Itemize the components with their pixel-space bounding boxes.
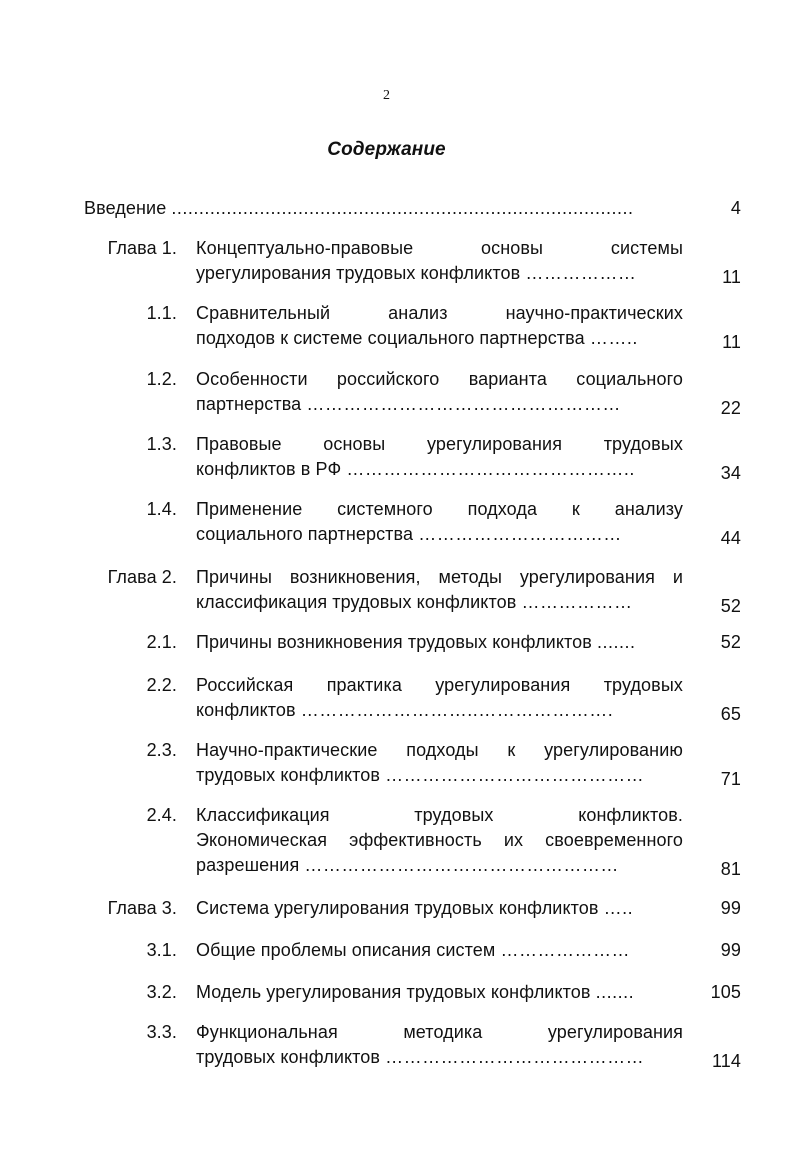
toc-word: возникновения, xyxy=(289,567,421,587)
toc-entry-last-text: трудовых конфликтов xyxy=(196,765,386,785)
toc-word: Сравнительный xyxy=(196,303,331,323)
toc-word: основы xyxy=(323,434,386,454)
intro-text: Введение xyxy=(84,198,167,218)
toc-word: эффективность xyxy=(349,830,482,850)
toc-word: Классификация xyxy=(196,805,330,825)
toc-entry-last-line xyxy=(196,457,683,482)
toc-word: Особенности xyxy=(196,369,308,389)
toc-word: методы xyxy=(438,567,502,587)
toc-entry-dots: …………………………………… xyxy=(385,765,645,785)
toc-entry-text xyxy=(196,236,683,286)
toc-word: научно-практических xyxy=(505,303,683,323)
toc-entry-line xyxy=(196,738,683,763)
toc-entry-label: 1.4. xyxy=(146,499,177,519)
toc-entry-intro xyxy=(0,196,796,221)
toc-entry-page: 81 xyxy=(720,859,741,879)
toc-title: Содержание xyxy=(327,139,446,160)
toc-entry-page: 114 xyxy=(712,1051,741,1071)
toc-entry-last-text: партнерства xyxy=(196,394,307,414)
toc-entry-page: 99 xyxy=(720,898,741,918)
toc-entry-dots: ………………… xyxy=(500,940,630,960)
toc-entry-dots: …………………………… xyxy=(418,524,622,544)
toc-word: своевременного xyxy=(545,830,683,850)
toc-entry-last-text: социального партнерства xyxy=(196,524,419,544)
toc-entry xyxy=(0,896,796,921)
toc-entry-last-line xyxy=(196,938,683,963)
toc-entry-page: 52 xyxy=(720,596,741,616)
toc-entry xyxy=(0,980,796,1005)
toc-entry-label: 2.3. xyxy=(146,740,177,760)
toc-entry-line xyxy=(196,1020,683,1045)
toc-entry-page: 11 xyxy=(722,267,741,287)
toc-entry-text xyxy=(196,803,683,878)
page-number: 2 xyxy=(382,88,391,103)
toc-entry-label: 2.4. xyxy=(146,805,177,825)
intro-dots: .................................................................................... xyxy=(171,198,634,218)
toc-entry-label: Глава 1. xyxy=(107,238,177,258)
toc-entry-text xyxy=(196,673,683,723)
toc-entry-line xyxy=(196,565,683,590)
toc-entry-page: 22 xyxy=(720,398,741,418)
toc-word: подходы xyxy=(406,740,479,760)
toc-entry-page: 105 xyxy=(710,982,741,1002)
toc-entry-text xyxy=(196,565,683,615)
toc-word: Экономическая xyxy=(196,830,328,850)
toc-entry-dots: ....... xyxy=(597,632,636,652)
toc-entry-dots: …………………………………………… xyxy=(306,394,621,414)
toc-entry-last-line xyxy=(196,522,683,547)
toc-entry xyxy=(0,236,796,286)
toc-entry xyxy=(0,630,796,655)
toc-entry-line xyxy=(196,367,683,392)
toc-entry-last-text: Модель урегулирования трудовых конфликтов xyxy=(196,982,596,1002)
toc-entry-last-text: разрешения xyxy=(196,855,305,875)
toc-word: российского xyxy=(336,369,440,389)
toc-entry xyxy=(0,938,796,963)
toc-entry-text xyxy=(196,938,683,963)
toc-entry-last-line xyxy=(196,630,683,655)
toc-entry xyxy=(0,803,796,878)
toc-entry-dots: …….. xyxy=(589,328,638,348)
toc-entry-page: 34 xyxy=(720,463,741,483)
toc-entry-label: 3.3. xyxy=(146,1022,177,1042)
toc-entry-dots: …………………………………… xyxy=(385,1047,645,1067)
toc-word: подхода xyxy=(467,499,538,519)
toc-entry-last-text: трудовых конфликтов xyxy=(196,1047,386,1067)
toc-entry-text xyxy=(196,301,683,351)
toc-entry-line xyxy=(196,432,683,457)
toc-entry-last-line xyxy=(196,763,683,788)
toc-word: урегулирования xyxy=(435,675,571,695)
toc-entry-text xyxy=(196,738,683,788)
toc-word: Применение xyxy=(196,499,303,519)
toc-entry-text xyxy=(196,432,683,482)
toc-entry-last-line xyxy=(196,261,683,286)
toc-entry-page: 52 xyxy=(720,632,741,652)
toc-entry-dots: ……………… xyxy=(525,263,637,283)
toc-entry-dots: ………………………..…………………. xyxy=(300,700,614,720)
toc-entry xyxy=(0,367,796,417)
toc-word: системного xyxy=(337,499,433,519)
toc-entry-last-text: классификация трудовых конфликтов xyxy=(196,592,522,612)
toc-word: Причины xyxy=(196,567,273,587)
toc-word: урегулирования xyxy=(547,1022,683,1042)
toc-word: и xyxy=(672,567,683,587)
toc-entry xyxy=(0,1020,796,1070)
toc-entry-last-line xyxy=(196,853,683,878)
toc-entry xyxy=(0,497,796,547)
toc-entry-text xyxy=(196,1020,683,1070)
intro-page: 4 xyxy=(730,198,741,218)
toc-entry-dots: ……………………………………….. xyxy=(346,459,635,479)
toc-word: Концептуально-правовые xyxy=(196,238,414,258)
toc-entry-text xyxy=(196,630,683,655)
toc-entry-dots: ……………… xyxy=(521,592,633,612)
toc-word: практика xyxy=(326,675,402,695)
toc-entry-dots: ....... xyxy=(595,982,635,1002)
toc-entry-last-text: конфликтов в РФ xyxy=(196,459,347,479)
toc-entry-dots: ….. xyxy=(603,898,634,918)
toc-word: урегулирования xyxy=(426,434,563,454)
toc-entry-label: 1.2. xyxy=(146,369,177,389)
toc-word: трудовых xyxy=(603,434,683,454)
toc-entry-last-line xyxy=(196,326,683,351)
toc-entry-last-line xyxy=(196,896,683,921)
toc-word: их xyxy=(503,830,524,850)
toc-entry-label: 1.3. xyxy=(146,434,177,454)
toc-entry-label: 3.2. xyxy=(146,982,177,1002)
toc-entry-last-text: Причины возникновения трудовых конфликтов xyxy=(196,632,598,652)
toc-entry-text xyxy=(196,367,683,417)
toc-word: урегулированию xyxy=(544,740,683,760)
toc-entry-last-text: конфликтов xyxy=(196,700,301,720)
toc-entry-label: Глава 2. xyxy=(107,567,177,587)
toc-word: методика xyxy=(403,1022,483,1042)
toc-word: социального xyxy=(576,369,683,389)
toc-entry-label: 2.1. xyxy=(146,632,177,652)
toc-entry-page: 99 xyxy=(720,940,741,960)
toc-word: Научно-практические xyxy=(196,740,378,760)
toc-entry xyxy=(0,738,796,788)
toc-entry-label: 1.1. xyxy=(146,303,177,323)
toc-word: варианта xyxy=(468,369,547,389)
toc-entry-page: 65 xyxy=(720,704,741,724)
toc-word: к xyxy=(507,740,516,760)
toc-word: трудовых xyxy=(414,805,494,825)
toc-entry-last-text: подходов к системе социального партнерства xyxy=(196,328,590,348)
toc-entry-line xyxy=(196,828,683,853)
toc-entry xyxy=(0,432,796,482)
toc-word: системы xyxy=(610,238,683,258)
toc-entry-last-line xyxy=(196,590,683,615)
toc-entry xyxy=(0,565,796,615)
toc-entry-text xyxy=(196,980,683,1005)
toc-entry-label: Глава 3. xyxy=(107,898,177,918)
toc-entry-line xyxy=(196,673,683,698)
toc-entry-last-line xyxy=(196,1045,683,1070)
toc-word: Правовые xyxy=(196,434,282,454)
toc-word: урегулирования xyxy=(519,567,655,587)
toc-entry-last-text: урегулирования трудовых конфликтов xyxy=(196,263,526,283)
toc-word: к xyxy=(571,499,580,519)
toc-entry-page: 71 xyxy=(720,769,741,789)
toc-entry xyxy=(0,673,796,723)
toc-entry-line xyxy=(196,497,683,522)
toc-entry-line xyxy=(196,236,683,261)
toc-entry-line xyxy=(196,803,683,828)
toc-word: анализ xyxy=(388,303,448,323)
toc-entry-last-text: Общие проблемы описания систем xyxy=(196,940,501,960)
toc-entry-page: 11 xyxy=(722,332,741,352)
toc-entry-text xyxy=(196,896,683,921)
toc-entry-line xyxy=(196,301,683,326)
toc-word: Функциональная xyxy=(196,1022,338,1042)
toc-word: конфликтов. xyxy=(578,805,683,825)
toc-entry-page: 44 xyxy=(720,528,741,548)
toc-word: анализу xyxy=(614,499,683,519)
toc-word: трудовых xyxy=(603,675,683,695)
toc-entry-last-text: Система урегулирования трудовых конфликтов xyxy=(196,898,604,918)
toc-entry-label: 2.2. xyxy=(146,675,177,695)
toc-entry-dots: …………………………………………… xyxy=(304,855,619,875)
toc-entry-last-line xyxy=(196,698,683,723)
toc-word: Российская xyxy=(196,675,294,695)
toc-entry-label: 3.1. xyxy=(146,940,177,960)
toc-entry xyxy=(0,301,796,351)
toc-entry-text xyxy=(196,497,683,547)
toc-entry-last-line xyxy=(196,980,683,1005)
toc-entry-last-line xyxy=(196,392,683,417)
toc-word: основы xyxy=(481,238,544,258)
